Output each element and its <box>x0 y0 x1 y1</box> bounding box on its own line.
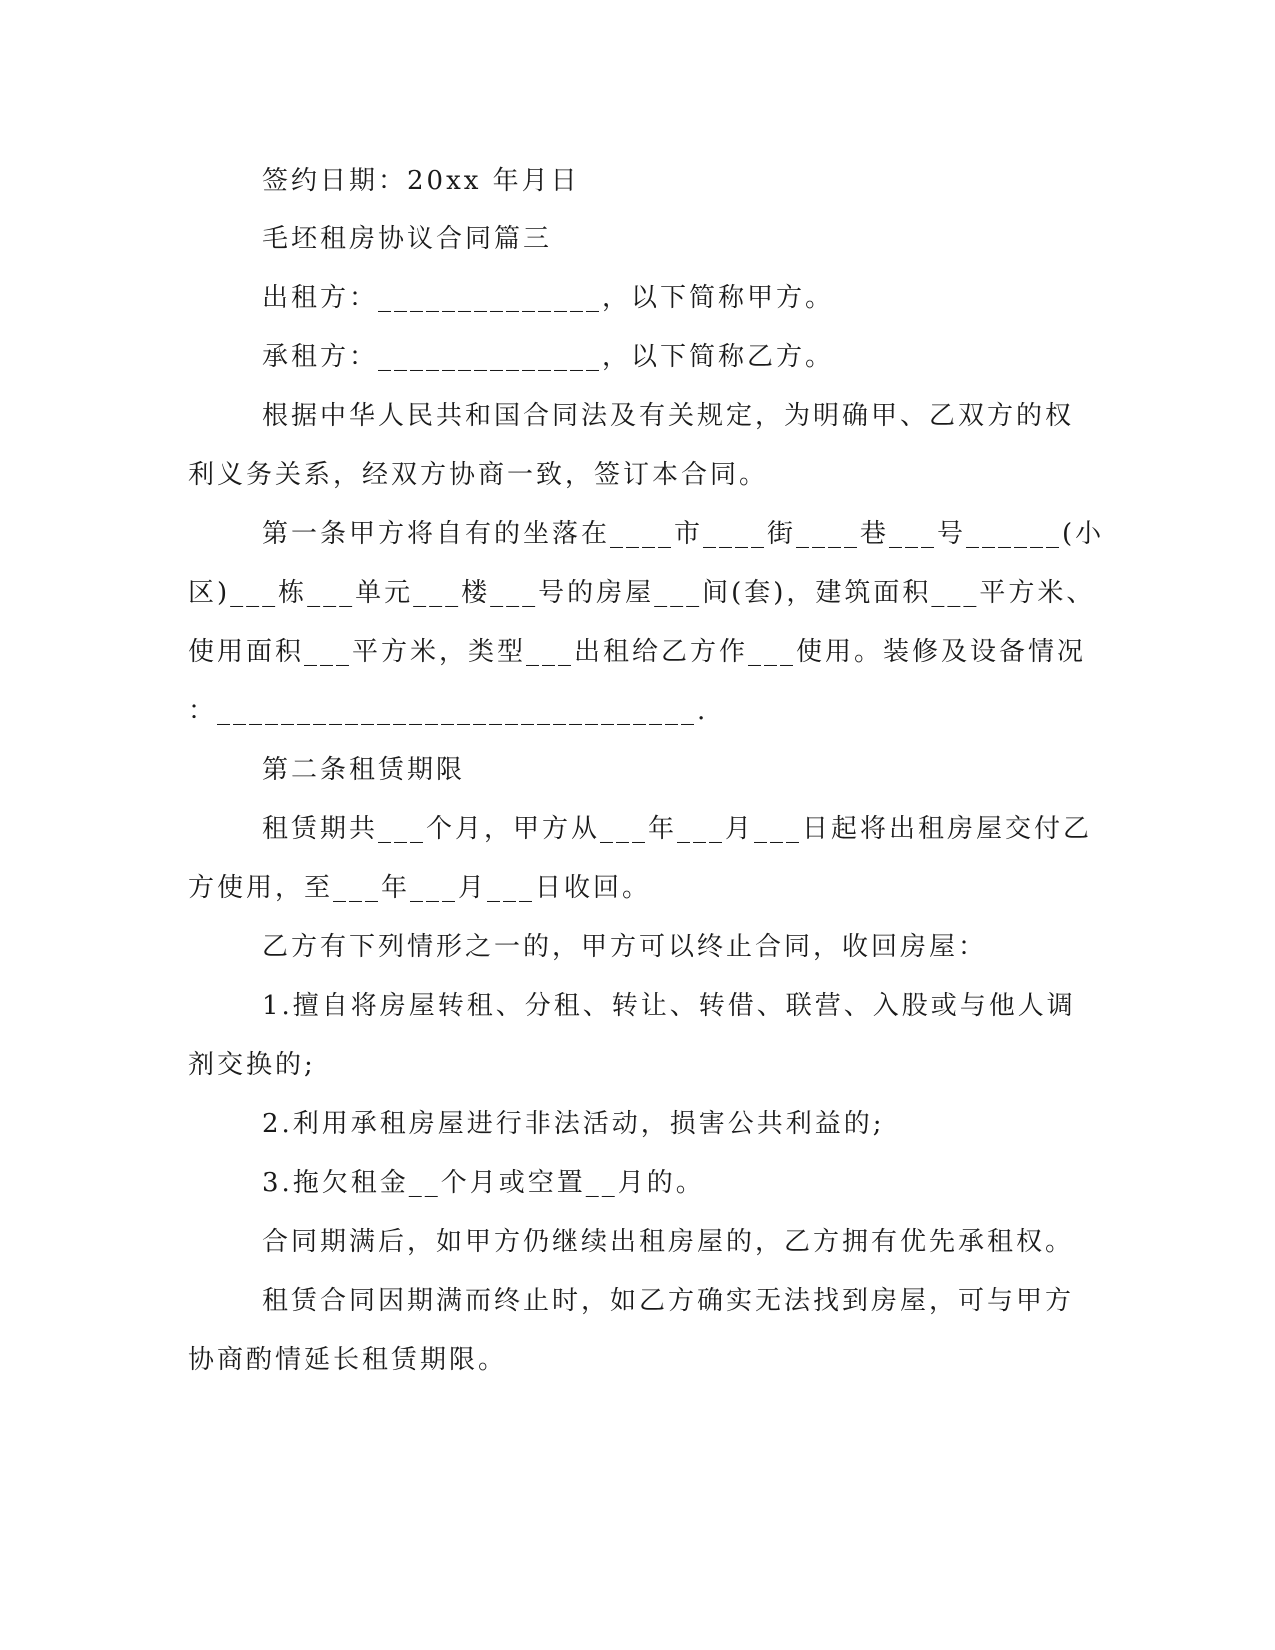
lease-term-line-1: 租赁期共___个月，甲方从___年___月___日起将出租房屋交付乙 <box>262 814 1093 844</box>
signing-date-line: 签约日期：20xx 年月日 <box>262 166 580 196</box>
article-1-line-3: 使用面积___平方米，类型___出租给乙方作___使用。装修及设备情况 <box>188 637 1087 667</box>
section-title: 毛坯租房协议合同篇三 <box>262 224 553 254</box>
article-1-line-2: 区)___栋___单元___楼___号的房屋___间(套)，建筑面积___平方米、 <box>188 578 1096 608</box>
article-2-title: 第二条租赁期限 <box>262 755 466 785</box>
termination-item-1-line-1: 1.擅自将房屋转租、分租、转让、转借、联营、入股或与他人调 <box>262 991 1076 1021</box>
lease-term-line-2: 方使用，至___年___月___日收回。 <box>188 873 652 903</box>
termination-item-3: 3.拖欠租金__个月或空置__月的。 <box>262 1168 705 1198</box>
lessee-line: 承租方：______________，以下简称乙方。 <box>262 342 835 372</box>
article-1-line-4: ：______________________________. <box>188 696 709 726</box>
termination-item-2: 2.利用承租房屋进行非法活动，损害公共利益的; <box>262 1109 885 1139</box>
termination-item-1-line-2: 剂交换的; <box>188 1050 316 1080</box>
termination-intro: 乙方有下列情形之一的，甲方可以终止合同，收回房屋： <box>262 932 988 962</box>
lessor-line: 出租方：______________，以下简称甲方。 <box>262 283 835 313</box>
article-1-line-1: 第一条甲方将自有的坐落在____市____街____巷___号______(小 <box>262 519 1105 549</box>
extension-line-1: 租赁合同因期满而终止时，如乙方确实无法找到房屋，可与甲方 <box>262 1286 1075 1316</box>
extension-line-2: 协商酌情延长租赁期限。 <box>188 1345 508 1375</box>
preamble-line-1: 根据中华人民共和国合同法及有关规定，为明确甲、乙双方的权 <box>262 401 1075 431</box>
renewal-priority-line: 合同期满后，如甲方仍继续出租房屋的，乙方拥有优先承租权。 <box>262 1227 1075 1257</box>
preamble-line-2: 利义务关系，经双方协商一致，签订本合同。 <box>188 460 769 490</box>
